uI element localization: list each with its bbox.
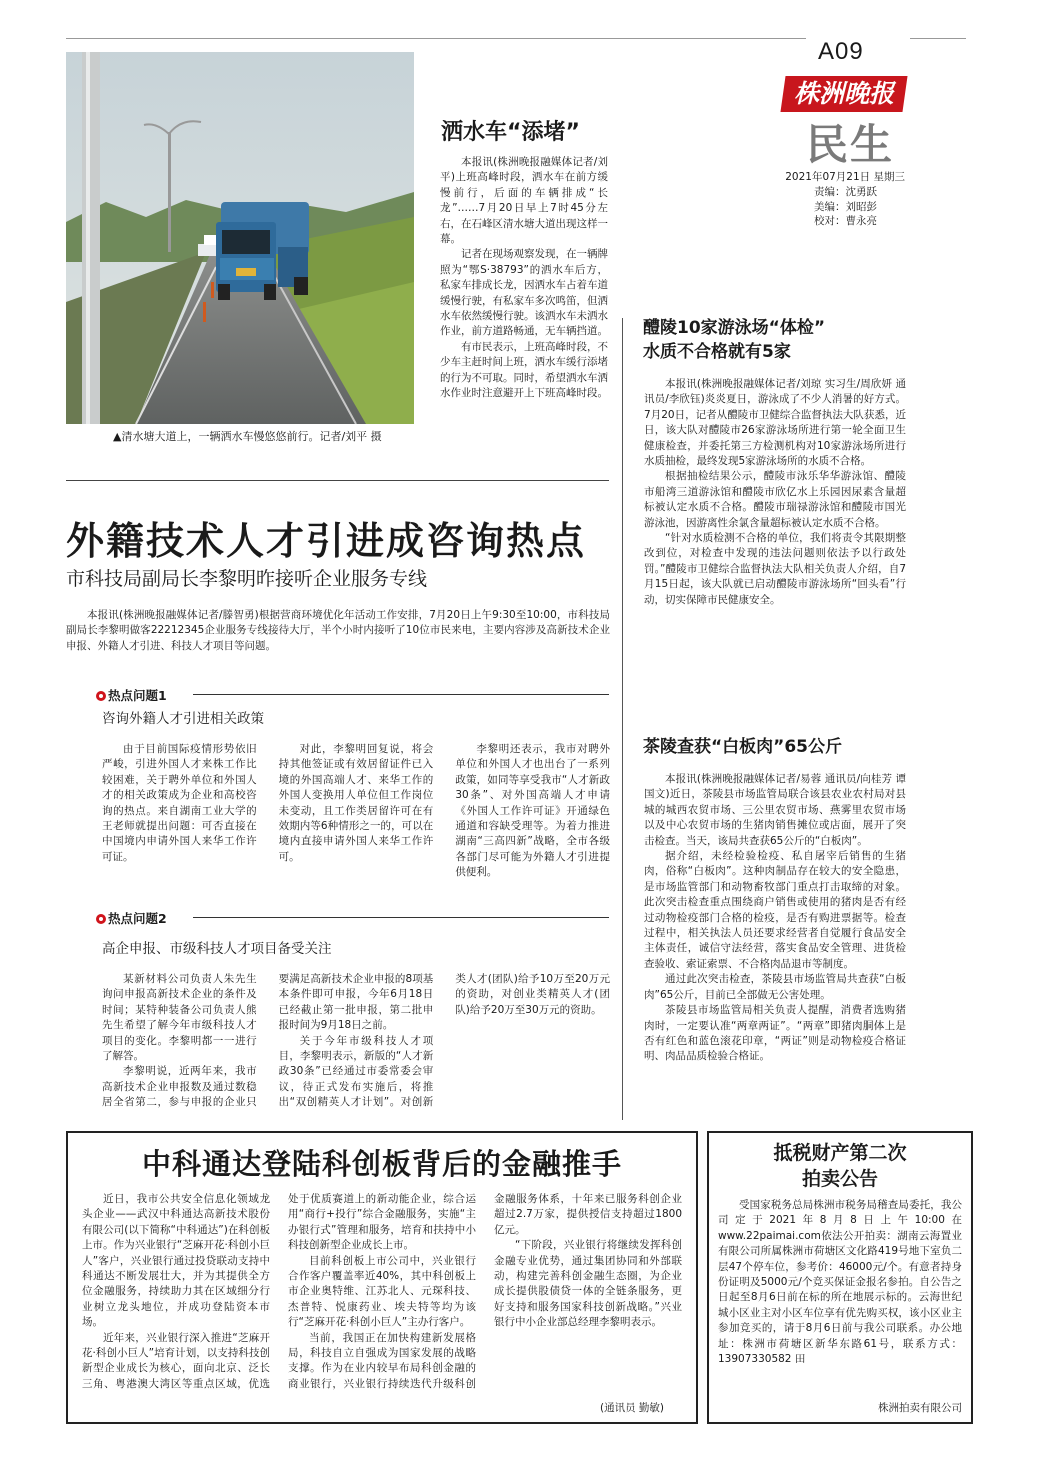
hot-issue-1-subtitle: 咨询外籍人才引进相关政策 [102, 711, 264, 727]
pool-title-line1: 醴陵10家游泳场“体检” [643, 318, 826, 338]
proofreader-credit: 校对：曹永亮 [814, 215, 877, 227]
road-scene-illustration [66, 52, 414, 424]
page-number: A09 [818, 38, 864, 65]
designer-credit: 美编：刘昭彭 [814, 200, 877, 213]
editor-credit: 责编：沈勇跃 [814, 186, 877, 198]
finance-paragraph: “下阶段，兴业银行将继续发挥科创金融专业优势，通过集团协同和外部联动，构建完善科创金融生态圈，为企业成长提供股债贷一体的全链条服务，更好支持和服务国家科技创新战略。”兴业银行中小企业部总经理李黎明表示。 [494, 1239, 682, 1329]
pool-body [644, 377, 906, 608]
pork-title: 茶陵查获“白板肉”65公斤 [643, 737, 843, 757]
hot-issue-2-paragraph: 关于今年市级科技人才项目，李黎明表示，新版的“人才新政30条”已经通过市委常委会审议，待正式发布实施后，将推出“双创精英人才计划”。对创新类人才(团队)给予10万至20万元的资助，对创业类精英人才(团队)给予20万至30万元的资助。 [278, 973, 610, 1109]
hot-issue-1-paragraph: 李黎明还表示，我市对聘外单位和外国人才也出台了一系列政策，如同等享受我市“人才新政30条”、对外国高端人才申请《外国人工作许可证》开通绿色通道和容缺受理等。为着力推进湖南“三高四新”战略，全市各级各部门尽可能为外籍人才引进提供便利。 [455, 743, 610, 879]
sprinkler-paragraph: 有市民表示，上班高峰时段，不少车主赶时间上班，洒水车缓行添堵的行为不可取。同时，希望洒水车洒水作业时注意避开上下班高峰时段。 [440, 340, 608, 400]
pork-body [644, 772, 906, 1065]
section-title: 民生 [806, 120, 895, 169]
finance-paragraph: 目前科创板上市公司中，兴业银行合作客户覆盖率近40%，其中科创板上市企业奥特维、江苏北人、元琛科技、杰普特、悦康药业、埃夫特等均为该行“芝麻开花·科创小巨人”主办行客户。 [288, 1254, 476, 1329]
finance-body [82, 1192, 682, 1396]
auction-body: 受国家税务总局株洲市税务局稽查局委托，我公司定于2021年8月8日上午10:00在www.22paimai.com依法公开拍卖：湖南云海置业有限公司所属株洲市荷塘区文化路419号地下室负二层47个停车位，参考价：46000元/个。有意者持身份证明及5000元/个竞买保证金报名参拍。自公告之日起至8月6日前在标的所在地展示标的。云海世纪城小区业主对小区车位享有优先购买权，该小区业主参加竞买的，请于8月6日前与我公司联系。办公地址：株洲市荷塘区新华东路61号，联系方式：13907330582 田 [718, 1199, 962, 1366]
pork-paragraph: 通过此次突击检查，茶陵县市场监管局共查获“白板肉”65公斤，目前已全部做无公害处理。 [644, 973, 906, 1001]
sprinkler-body [440, 155, 608, 402]
sprinkler-title: 洒水车“添堵” [441, 120, 580, 145]
talent-headline: 外籍技术人才引进成咨询热点 [66, 519, 587, 563]
hot-issue-2-body [102, 972, 610, 1112]
pool-paragraph: 本报讯(株洲晚报融媒体记者/刘琼 实习生/周欣妍 通讯员/李欣钰)炎炎夏日，游泳成了不少人消暑的好方式。7月20日，记者从醴陵市卫健综合监督执法大队获悉，近日，该大队对醴陵市26家游泳场所进行第一轮全面卫生健康检查，并委托第三方检测机构对10家游泳场所进行水质抽检，最终发现5家游泳场所的水质不合格。 [644, 378, 906, 468]
hot-issue-2-paragraph: 李黎明说，近两年来，我市高新技术企业申报数及通过数稳居全省第二，参与申报的企业只要满足高新技术企业申报的8项基本条件即可申报，今年6月18日已经截止第一批申报，第二批申报时间为9月18日之前。 [102, 973, 434, 1109]
masthead-logo [780, 76, 907, 112]
pool-paragraph: 根据抽检结果公示，醴陵市泳乐华华游泳馆、醴陵市船湾三道游泳馆和醴陵市欣亿水上乐园因尿素含量超标被认定水质不合格。醴陵市瑞禄游泳馆和醴陵市国光游泳池，因游离性余氯含量超标被认定水质不合格。 [644, 470, 906, 529]
sprinkler-photo-caption: ▲清水塘大道上，一辆洒水车慢悠悠前行。记者/刘平 摄 [113, 430, 382, 443]
talent-subheadline: 市科技局副局长李黎明昨接听企业服务专线 [66, 568, 428, 590]
hot-issue-1-paragraph: 对此，李黎明回复说，将会持其他签证或有效居留证件已入境的外国高端人才、来华工作的外国人变换用人单位但工作岗位未变动，且工作类居留许可在有效期内等6种情形之一的，可以在境内直接申请外国人来华工作许可。 [278, 743, 434, 863]
hot-issue-2-subtitle: 高企申报、市级科技人才项目备受关注 [102, 941, 332, 957]
auction-title-line1: 抵税财产第二次 [773, 1142, 907, 1164]
sprinkler-photo [66, 52, 414, 424]
finance-paragraph: 近年来，兴业银行深入推进“芝麻开花·科创小巨人”培育计划，以支持科技创新型企业成长为核心，面向北京、泛长三角、粤港澳大湾区等重点区域，优选处于优质赛道上的新动能企业，综合运用“商行+投行”综合金融服务，实施“主办银行式”管理和服务，培育和扶持中小科技创新型企业成长上市。 [82, 1193, 476, 1390]
pool-paragraph: “针对水质检测不合格的单位，我们将责令其限期整改到位，对检查中发现的违法问题则依法予以行政处罚。”醴陵市卫健综合监督执法大队相关负责人介绍，自7月15日起，该大队就已启动醴陵市游泳场所“回头看”行动，切实保障市民健康安全。 [644, 532, 906, 606]
hot-issue-2-paragraph: 某新材料公司负责人朱先生询问申报高新技术企业的条件及时间；某特种装备公司负责人熊先生希望了解今年市级科技人才项目的变化。李黎明都一一进行了解答。 [102, 973, 257, 1063]
issue-date: 2021年07月21日 星期三 [785, 171, 905, 183]
hot-bullet-icon [96, 691, 106, 701]
hot-issue-2-label: 热点问题2 [108, 911, 167, 926]
auction-title [707, 1140, 973, 1192]
pool-title-line2: 水质不合格就有5家 [643, 342, 791, 362]
finance-byline: (通讯员 勤敏) [600, 1402, 665, 1414]
hot-issue-1-label: 热点问题1 [108, 688, 167, 703]
auction-company: 株洲拍卖有限公司 [878, 1402, 962, 1414]
masthead-text: 株洲晚报 [793, 79, 894, 108]
hot-issue-1-body [102, 742, 610, 882]
pool-title [643, 316, 825, 364]
sprinkler-paragraph: 记者在现场观察发现，在一辆牌照为“鄂S·38793”的洒水车后方，私家车排成长龙，因洒水车占着车道缓慢行驶，有私家车多次鸣笛，但洒水车依然缓慢行驶。该洒水车未洒水作业，前方道路畅通，无车辆挡道。 [440, 248, 608, 338]
auction-title-line2: 拍卖公告 [801, 1168, 878, 1190]
talent-lead: 本报讯(株洲晚报融媒体记者/滕智勇)根据营商环境优化年活动工作安排，7月20日上午9:30至10:00，市科技局副局长李黎明做客22212345企业服务专线接待大厅，半个小时内接听了10位市民来电，主要内容涉及高新技术企业申报、外籍人才引进、科技人才项目等问题。 [66, 609, 610, 652]
pork-paragraph: 茶陵县市场监管局相关负责人提醒，消费者选购猪肉时，一定要认准“两章两证”。“两章”即猪肉胴体上是否有红色和蓝色滚花印章，“两证”则是动物检疫合格证明、肉品品质检验合格证。 [644, 1004, 906, 1063]
pork-paragraph: 本报讯(株洲晚报融媒体记者/易蓉 通讯员/向桂芳 谭国文)近日，茶陵县市场监管局联合该县农业农村局对县城的城西农贸市场、三公里农贸市场、燕雾里农贸市场以及中心农贸市场的生猪肉销售摊位或店面，展开了突击检查。当天，该局共查获65公斤的“白板肉”。 [644, 773, 906, 847]
hot-issue-1-paragraph: 由于目前国际疫情形势依旧严峻，引进外国人才来株工作比较困难，关于聘外单位和外国人才的相关政策成为企业和高校咨询的热点。来自湖南工业大学的王老师就提出问题：可否直接在中国境内申请外国人来华工作许可证。 [102, 743, 257, 863]
finance-paragraph: 当前，我国正在加快构建新发展格局，科技自立自强成为国家发展的战略支撑。作为在业内较早布局科创金融的商业银行，兴业银行持续迭代升级科创金融服务体系，十年来已服务科创企业超过2.7万家，提供授信支持超过1800亿元。 [288, 1193, 682, 1390]
sprinkler-paragraph: 本报讯(株洲晚报融媒体记者/刘平)上班高峰时段，洒水车在前方缓慢前行，后面的车辆排成“长龙”……7月20日早上7时45分左右，在石峰区清水塘大道出现这样一幕。 [440, 156, 608, 246]
finance-paragraph: 近日，我市公共安全信息化领域龙头企业——武汉中科通达高新技术股份有限公司(以下简称“中科通达”)在科创板上市。作为兴业银行“芝麻开花·科创小巨人”客户，兴业银行通过投贷联动支持中科通达不断发展壮大，并为其提供全方位金融服务，持续助力其在区域细分行业树立龙头地位，并成功登陆资本市场。 [82, 1193, 270, 1329]
hot-bullet-icon [96, 914, 106, 924]
hot-issue-2-tag [96, 908, 167, 927]
pork-paragraph: 据介绍，未经检验检疫、私自屠宰后销售的生猪肉，俗称“白板肉”。这种肉制品存在较大的安全隐患，是市场监管部门和动物畜牧部门重点打击取缔的对象。此次突击检查重点围绕商户销售或使用的猪肉是否有经过动物检疫部门合格的检疫，是否有购进票据等。检查过程中，相关执法人员还要求经营者自觉履行食品安全主体责任，诚信守法经营，落实食品安全管理、进货检查验收、索证索票、不合格肉品退市等制度。 [644, 850, 906, 970]
hot-issue-1-tag [96, 685, 167, 704]
finance-headline: 中科通达登陆科创板背后的金融推手 [141, 1147, 622, 1181]
